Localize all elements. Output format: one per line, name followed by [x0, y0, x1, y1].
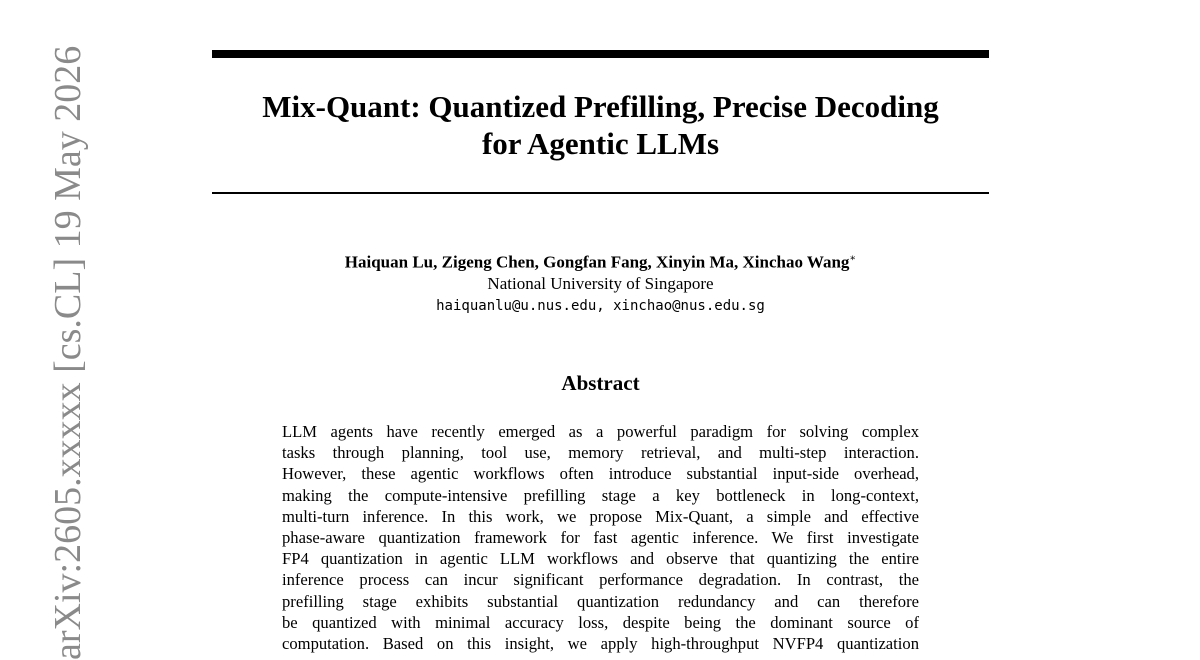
abstract-line: tasks through planning, tool use, memory retrieval, and multi-step interaction. — [282, 443, 919, 463]
abstract-line: phase-aware quantization framework for fast agentic inference. We first investigate — [282, 528, 919, 548]
abstract-body — [282, 421, 919, 654]
abstract-line: FP4 quantization in agentic LLM workflows and observe that quantizing the entire — [282, 549, 919, 569]
author-names: Haiquan Lu, Zigeng Chen, Gongfan Fang, Xinyin Ma, Xinchao Wang — [344, 252, 850, 272]
author-list — [212, 248, 989, 273]
abstract-line: making the compute-intensive prefilling stage a key bottleneck in long-context, — [282, 485, 919, 505]
abstract-heading: Abstract — [561, 371, 640, 395]
title-line-2: for Agentic LLMs — [481, 126, 720, 161]
abstract-line: LLM agents have recently emerged as a powerful paradigm for solving complex — [282, 422, 919, 441]
abstract-line: However, these agentic workflows often introduce substantial input-side overhead, — [282, 464, 919, 484]
arxiv-side-stamp: arXiv:2605.xxxxx [cs.CL] 19 May 2026 — [47, 45, 89, 660]
author-emails: haiquanlu@u.nus.edu, xinchao@nus.edu.sg — [436, 297, 765, 314]
abstract-line: be quantized with minimal accuracy loss, despite being the dominant source of — [282, 612, 919, 632]
title-bottom-rule — [212, 192, 989, 194]
author-block — [212, 248, 989, 318]
abstract-line: multi-turn inference. In this work, we propose Mix-Quant, a simple and effective — [282, 506, 919, 526]
abstract-line: inference process can incur significant performance degradation. In contrast, the — [282, 570, 919, 590]
title-top-rule — [212, 50, 989, 58]
affiliation: National University of Singapore — [487, 273, 714, 293]
corresponding-author-mark: ∗ — [849, 253, 857, 264]
abstract-line: prefilling stage exhibits substantial quantization redundancy and can therefore — [282, 591, 919, 611]
title-line-1: Mix-Quant: Quantized Prefilling, Precise Decoding — [262, 89, 939, 124]
abstract-line: computation. Based on this insight, we apply high-throughput NVFP4 quantization — [282, 634, 919, 654]
paper-title — [212, 88, 989, 162]
